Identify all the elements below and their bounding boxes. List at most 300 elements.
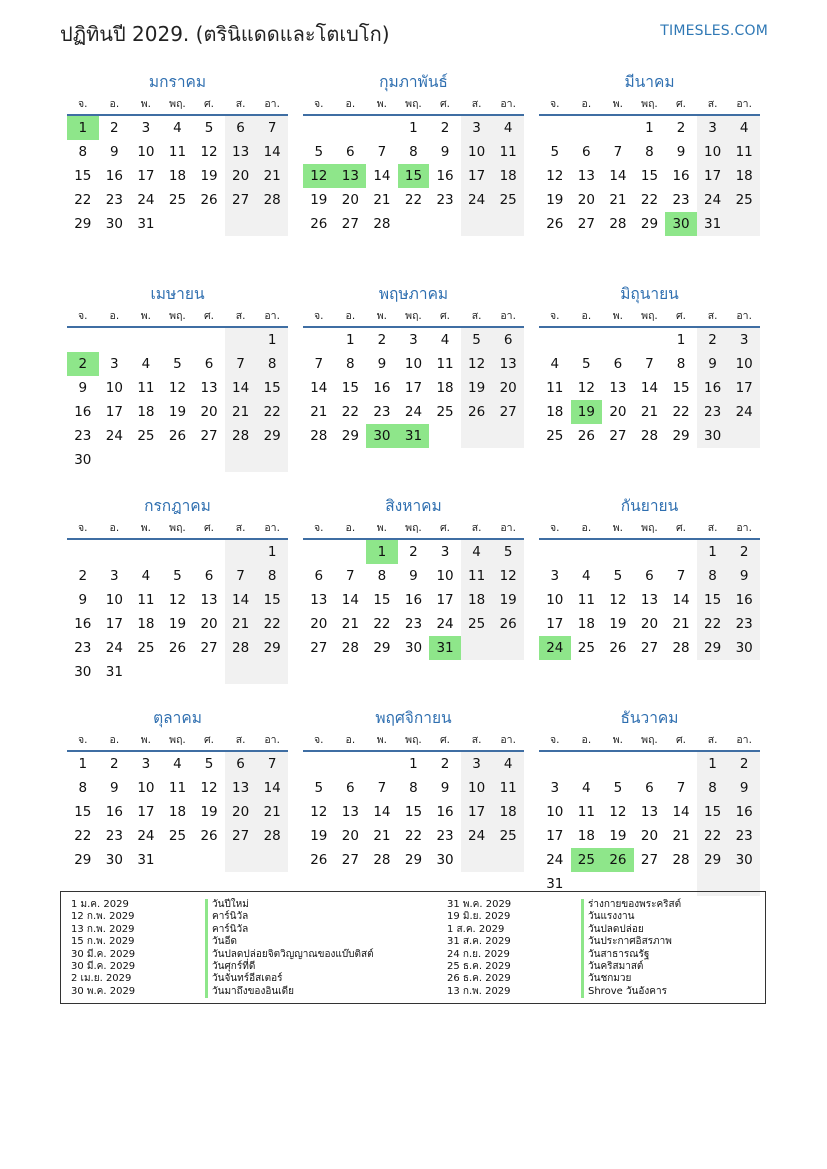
day-cell: 13 (341, 804, 359, 820)
month-name: สิงหาคม (385, 497, 442, 515)
day-cell: 24 (728, 400, 760, 424)
weekday-label: ศ. (676, 310, 687, 322)
month-name: ตุลาคม (153, 709, 202, 727)
day-cell: 15 (672, 380, 690, 396)
day-cell: 25 (461, 612, 493, 636)
day-cell: 27 (341, 216, 359, 232)
day-cell: 12 (461, 352, 493, 376)
empty-cell (571, 752, 603, 776)
day-cell: 19 (609, 616, 627, 632)
day-cell: 8 (256, 564, 288, 588)
empty-cell (539, 116, 571, 140)
month-block (303, 70, 524, 275)
weekday-label: พฤ. (641, 734, 658, 746)
day-cell: 21 (225, 612, 257, 636)
weekday-label: อ. (581, 310, 592, 322)
weekday-label: จ. (78, 310, 88, 322)
day-cell: 14 (341, 592, 359, 608)
day-cell: 6 (582, 144, 591, 160)
weekday-label: พฤ. (169, 522, 186, 534)
day-cell: 24 (137, 192, 155, 208)
empty-cell (303, 328, 335, 352)
day-cell: 6 (204, 356, 214, 372)
day-cell: 26 (200, 828, 218, 844)
weekday-label: พฤ. (405, 734, 422, 746)
day-cell: 3 (141, 756, 151, 772)
day-cell: 10 (137, 780, 155, 796)
day-cell: 20 (200, 404, 218, 420)
weekday-label: อา. (736, 734, 752, 746)
day-cell: 7 (314, 356, 324, 372)
weekday-header (539, 94, 760, 116)
empty-cell (366, 752, 398, 776)
weekday-label: พฤ. (169, 734, 186, 746)
day-cell: 25 (168, 192, 187, 208)
holiday-day-cell: 13 (335, 164, 367, 188)
day-cell: 6 (645, 780, 654, 796)
day-cell: 1 (697, 540, 729, 564)
day-cell: 23 (105, 828, 123, 844)
day-cell: 20 (310, 616, 328, 632)
day-cell: 6 (314, 568, 324, 584)
day-cell: 27 (492, 400, 524, 424)
weekday-label: ศ. (676, 522, 687, 534)
empty-cell (256, 848, 288, 872)
day-grid (539, 328, 760, 448)
weekday-label: พ. (612, 98, 624, 110)
holiday-name: ร่างกายของพระคริสต์ (581, 899, 681, 911)
weekday-label: ศ. (204, 98, 215, 110)
weekday-label: อ. (109, 310, 120, 322)
day-cell: 5 (461, 328, 493, 352)
weekday-label: ศ. (440, 734, 451, 746)
day-cell: 20 (640, 828, 659, 844)
day-cell: 1 (409, 756, 418, 772)
holiday-name: วันจันทร์อีสเตอร์ (205, 973, 374, 985)
day-cell: 12 (168, 592, 187, 608)
day-cell: 22 (697, 824, 729, 848)
day-cell: 5 (173, 568, 182, 584)
day-cell: 11 (728, 140, 760, 164)
empty-cell (665, 540, 697, 564)
empty-cell (461, 424, 493, 448)
holiday-date: 12 ก.พ. 2029 (71, 911, 135, 923)
day-cell: 18 (436, 380, 454, 396)
day-cell: 21 (640, 404, 659, 420)
holiday-date: 31 พ.ค. 2029 (447, 899, 512, 910)
day-cell: 5 (582, 356, 591, 372)
day-cell: 27 (577, 216, 595, 232)
weekday-label: จ. (314, 98, 324, 110)
weekday-label: อ. (581, 98, 592, 110)
day-cell: 8 (409, 780, 418, 796)
weekday-label: อ. (581, 522, 592, 534)
weekday-label: อ. (581, 734, 592, 746)
weekday-label: พ. (140, 310, 152, 322)
holiday-name: วันปลดปล่อย (581, 924, 681, 936)
day-grid (67, 540, 288, 684)
day-cell: 2 (728, 540, 760, 564)
month-block (303, 706, 524, 911)
day-cell: 6 (613, 356, 623, 372)
weekday-label: จ. (550, 98, 560, 110)
day-grid (539, 752, 760, 896)
weekday-label: อา. (264, 522, 280, 534)
day-cell: 23 (728, 612, 760, 636)
day-cell: 15 (697, 800, 729, 824)
empty-cell (602, 116, 634, 140)
month-block (539, 70, 760, 275)
day-grid (539, 116, 760, 236)
day-cell: 4 (173, 756, 182, 772)
holiday-name: คาร์นิวัล (205, 924, 374, 936)
day-cell: 28 (225, 636, 257, 660)
day-cell: 2 (110, 120, 119, 136)
day-cell: 11 (137, 592, 155, 608)
day-cell: 14 (310, 380, 328, 396)
day-cell: 17 (404, 380, 423, 396)
weekday-label: อา. (500, 310, 516, 322)
empty-cell (256, 212, 288, 236)
day-cell: 30 (436, 852, 454, 868)
day-cell: 9 (377, 356, 387, 372)
holiday-name: วันมาถึงของอินเดีย (205, 986, 374, 998)
day-cell: 10 (546, 804, 564, 820)
day-cell: 12 (168, 380, 187, 396)
day-cell: 29 (74, 216, 92, 232)
day-cell: 17 (137, 168, 155, 184)
day-cell: 28 (640, 428, 659, 444)
weekday-label: อา. (264, 310, 280, 322)
day-cell: 12 (577, 380, 595, 396)
day-cell: 14 (373, 804, 391, 820)
day-cell: 22 (341, 404, 359, 420)
day-cell: 21 (225, 400, 257, 424)
day-cell: 29 (256, 424, 288, 448)
day-grid (303, 116, 524, 236)
weekday-header (539, 730, 760, 752)
day-cell: 18 (546, 404, 564, 420)
day-cell: 17 (105, 404, 123, 420)
empty-cell (162, 328, 194, 352)
day-cell: 21 (672, 828, 690, 844)
day-cell: 12 (310, 804, 328, 820)
holiday-date: 24 ก.ย. 2029 (447, 948, 510, 960)
day-cell: 14 (225, 376, 257, 400)
day-cell: 16 (728, 800, 760, 824)
day-cell: 1 (697, 752, 729, 776)
day-cell: 13 (200, 380, 218, 396)
day-cell: 7 (676, 780, 686, 796)
empty-cell (634, 328, 666, 352)
day-cell: 13 (225, 776, 257, 800)
day-cell: 25 (137, 428, 155, 444)
day-cell: 2 (440, 756, 450, 772)
day-cell: 10 (404, 356, 423, 372)
empty-cell (303, 752, 335, 776)
weekday-label: พ. (376, 734, 388, 746)
holiday-date: 13 ก.พ. 2029 (447, 985, 511, 997)
holiday-date: 2 เม.ย. 2029 (71, 973, 132, 985)
weekday-label: อา. (736, 522, 752, 534)
holiday-date: 1 ส.ค. 2029 (447, 923, 505, 935)
day-cell: 29 (373, 640, 391, 656)
weekday-label: จ. (314, 522, 324, 534)
brand-link[interactable]: TIMESLES.COM (660, 23, 768, 39)
day-cell: 18 (492, 800, 524, 824)
empty-cell (162, 848, 194, 872)
empty-cell (571, 328, 603, 352)
day-cell: 6 (346, 144, 355, 160)
day-cell: 31 (137, 216, 155, 232)
holiday-day-cell: 1 (366, 540, 398, 564)
day-cell: 23 (74, 428, 92, 444)
weekday-label: จ. (314, 734, 324, 746)
day-cell: 10 (728, 352, 760, 376)
day-cell: 26 (546, 216, 564, 232)
holiday-date: 13 ก.พ. 2029 (71, 923, 135, 935)
day-cell: 16 (672, 168, 690, 184)
legend-left-names (205, 899, 374, 998)
day-cell: 18 (137, 616, 155, 632)
day-cell: 18 (168, 804, 187, 820)
day-cell: 28 (256, 188, 288, 212)
day-cell: 28 (225, 424, 257, 448)
day-cell: 9 (78, 592, 88, 608)
day-cell: 4 (440, 332, 450, 348)
day-cell: 8 (645, 144, 654, 160)
weekday-label: ศ. (440, 98, 451, 110)
weekday-label: พ. (612, 734, 624, 746)
day-cell: 24 (461, 188, 493, 212)
weekday-label: จ. (550, 310, 560, 322)
empty-cell (99, 540, 131, 564)
day-cell: 1 (78, 756, 88, 772)
day-cell: 8 (377, 568, 387, 584)
month-block (539, 706, 760, 911)
empty-cell (366, 116, 398, 140)
day-cell: 23 (373, 404, 391, 420)
empty-cell (429, 424, 461, 448)
empty-cell (728, 424, 760, 448)
day-cell: 18 (461, 588, 493, 612)
day-cell: 21 (310, 404, 328, 420)
holiday-date: 30 พ.ค. 2029 (71, 985, 136, 997)
day-cell: 11 (546, 380, 564, 396)
day-cell: 11 (436, 356, 454, 372)
day-cell: 7 (225, 564, 257, 588)
day-cell: 17 (697, 164, 729, 188)
day-cell: 23 (436, 828, 454, 844)
day-cell: 27 (640, 852, 659, 868)
day-cell: 16 (373, 380, 391, 396)
weekday-label: จ. (78, 734, 88, 746)
day-cell: 18 (577, 616, 595, 632)
day-cell: 20 (341, 192, 359, 208)
empty-cell (335, 752, 367, 776)
day-cell: 25 (577, 640, 595, 656)
holiday-name: วันแรงงาน (581, 911, 681, 923)
day-cell: 27 (640, 640, 659, 656)
day-cell: 20 (341, 828, 359, 844)
day-cell: 5 (173, 356, 182, 372)
day-cell: 28 (310, 428, 328, 444)
holiday-name: Shrove วันอังคาร (581, 986, 681, 998)
day-cell: 6 (225, 752, 257, 776)
day-cell: 10 (461, 776, 493, 800)
day-cell: 19 (168, 616, 187, 632)
day-cell: 16 (74, 404, 92, 420)
weekday-label: ศ. (440, 310, 451, 322)
weekday-label: ส. (471, 98, 482, 110)
weekday-label: จ. (78, 522, 88, 534)
holiday-name: วันสาธารณรัฐ (581, 949, 681, 961)
day-cell: 28 (256, 824, 288, 848)
weekday-label: อา. (500, 522, 516, 534)
day-cell: 17 (436, 592, 454, 608)
empty-cell (193, 848, 225, 872)
empty-cell (634, 540, 666, 564)
empty-cell (193, 540, 225, 564)
month-name: มิถุนายน (620, 285, 679, 303)
holiday-name: วันชกมวย (581, 973, 681, 985)
day-cell: 12 (492, 564, 524, 588)
holiday-date: 30 มี.ค. 2029 (71, 960, 136, 972)
day-cell: 5 (613, 568, 623, 584)
empty-cell (162, 660, 194, 684)
day-cell: 13 (310, 592, 328, 608)
day-cell: 2 (409, 544, 418, 560)
day-cell: 30 (404, 640, 423, 656)
day-cell: 23 (728, 824, 760, 848)
weekday-label: อ. (109, 734, 120, 746)
day-cell: 30 (105, 852, 123, 868)
day-cell: 12 (609, 592, 627, 608)
weekday-header (67, 94, 288, 116)
day-cell: 13 (200, 592, 218, 608)
day-cell: 18 (728, 164, 760, 188)
day-cell: 12 (200, 144, 218, 160)
day-cell: 29 (74, 852, 92, 868)
day-cell: 23 (697, 400, 729, 424)
empty-cell (492, 212, 524, 236)
holiday-name: วันปลดปล่อยจิตวิญญาณของแบ๊บติสต์ (205, 949, 374, 961)
day-cell: 26 (492, 612, 524, 636)
empty-cell (130, 540, 162, 564)
day-cell: 20 (225, 164, 257, 188)
month-name: มีนาคม (624, 73, 675, 91)
day-cell: 2 (697, 328, 729, 352)
day-cell: 26 (310, 852, 328, 868)
holiday-name: วันคริสมาสต์ (581, 961, 681, 973)
day-cell: 23 (672, 192, 690, 208)
empty-cell (461, 636, 493, 660)
day-cell: 4 (582, 568, 591, 584)
day-cell: 15 (697, 588, 729, 612)
day-cell: 19 (200, 168, 218, 184)
day-cell: 17 (461, 800, 493, 824)
empty-cell (303, 116, 335, 140)
weekday-label: พ. (376, 98, 388, 110)
holiday-date: 19 มิ.ย. 2029 (447, 911, 511, 923)
day-cell: 7 (645, 356, 654, 372)
day-cell: 3 (461, 752, 493, 776)
day-cell: 26 (200, 192, 218, 208)
holiday-date: 1 ม.ค. 2029 (71, 899, 129, 910)
empty-cell (602, 540, 634, 564)
weekday-label: พฤ. (405, 522, 422, 534)
legend-left-dates (71, 899, 135, 998)
day-cell: 15 (74, 168, 92, 184)
day-cell: 16 (105, 168, 123, 184)
day-cell: 3 (697, 116, 729, 140)
empty-cell (193, 660, 225, 684)
empty-cell (335, 116, 367, 140)
day-cell: 27 (225, 824, 257, 848)
day-cell: 3 (728, 328, 760, 352)
weekday-label: ศ. (204, 734, 215, 746)
day-cell: 11 (492, 140, 524, 164)
empty-cell (602, 328, 634, 352)
month-block (303, 494, 524, 699)
month-block (67, 282, 288, 487)
day-cell: 4 (141, 568, 151, 584)
day-cell: 19 (310, 192, 328, 208)
weekday-label: ส. (707, 310, 718, 322)
weekday-label: พฤ. (169, 98, 186, 110)
month-block (303, 282, 524, 487)
empty-cell (256, 660, 288, 684)
day-cell: 11 (577, 804, 595, 820)
day-cell: 30 (74, 452, 92, 468)
weekday-label: อ. (109, 522, 120, 534)
day-cell: 3 (461, 116, 493, 140)
day-cell: 14 (256, 140, 288, 164)
day-cell: 15 (256, 588, 288, 612)
holiday-legend (60, 891, 766, 1004)
day-cell: 26 (577, 428, 595, 444)
day-cell: 21 (256, 800, 288, 824)
day-cell: 24 (105, 640, 123, 656)
day-cell: 27 (310, 640, 328, 656)
holiday-name: คาร์นิวัล (205, 911, 374, 923)
weekday-label: อ. (109, 98, 120, 110)
day-cell: 27 (341, 852, 359, 868)
day-cell: 27 (200, 640, 218, 656)
day-cell: 25 (137, 640, 155, 656)
day-cell: 2 (728, 752, 760, 776)
day-cell: 13 (577, 168, 595, 184)
weekday-label: พฤ. (405, 310, 422, 322)
day-cell: 30 (728, 848, 760, 872)
day-cell: 16 (404, 592, 423, 608)
day-cell: 17 (137, 804, 155, 820)
weekday-label: อ. (345, 522, 356, 534)
day-cell: 18 (577, 828, 595, 844)
day-cell: 8 (676, 356, 686, 372)
weekday-label: ศ. (676, 98, 687, 110)
day-cell: 14 (256, 776, 288, 800)
holiday-date: 25 ธ.ค. 2029 (447, 960, 511, 972)
day-cell: 9 (440, 780, 450, 796)
day-cell: 7 (256, 752, 288, 776)
empty-cell (398, 212, 430, 236)
day-cell: 5 (204, 756, 214, 772)
month-name: พฤษภาคม (378, 285, 449, 303)
holiday-day-cell: 31 (398, 424, 430, 448)
empty-cell (130, 448, 162, 472)
empty-cell (461, 848, 493, 872)
